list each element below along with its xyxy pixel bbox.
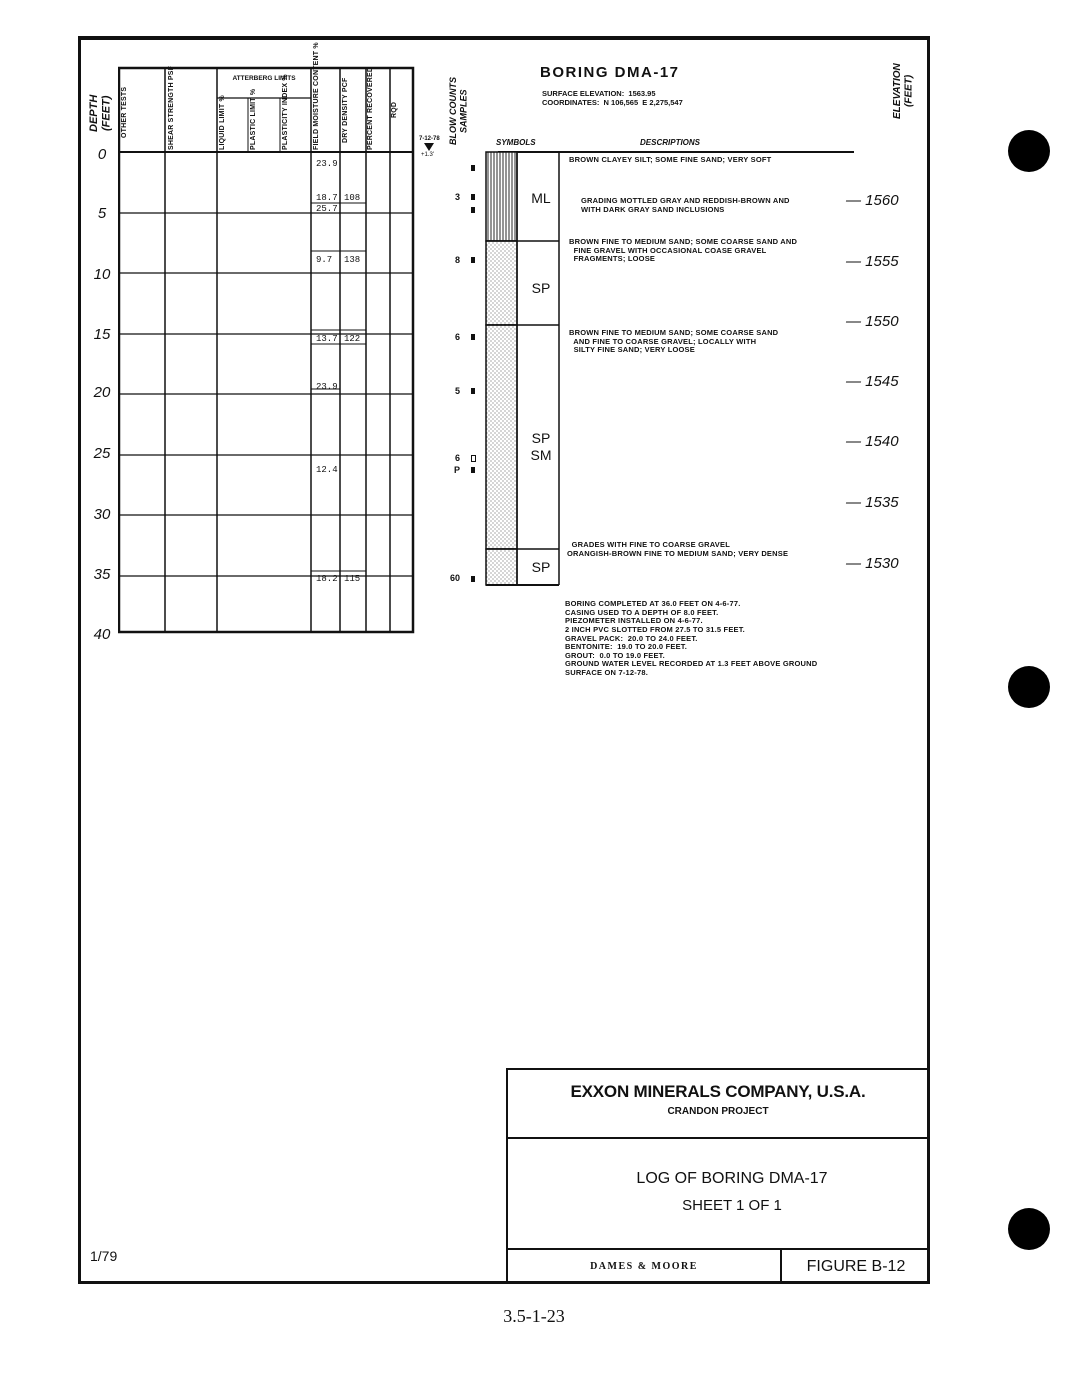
moisture-value: 18.7 [316,193,338,203]
elevation-tick-value: 1540 [865,433,899,450]
header-blow-counts-samples [448,70,478,152]
blow-count: 5 [454,386,460,396]
project-name: CRANDON PROJECT [667,1106,769,1117]
elevation-tick-value: 1535 [865,494,899,511]
coordinates: COORDINATES: N 106,565 E 2,275,547 [542,97,683,107]
elevation-tick: — 1545 [846,373,899,390]
moisture-value: 13.7 [316,334,338,344]
sample-mark [471,388,475,394]
header-liquid-limit: LIQUID LIMIT % [219,95,226,150]
moisture-value: 23.9 [316,382,338,392]
sheet-number: SHEET 1 OF 1 [682,1197,782,1214]
punch-hole-bottom [1008,1208,1050,1250]
elevation-tick-value: 1560 [865,192,899,209]
density-value: 108 [344,193,361,203]
stratum-description: GRADES WITH FINE TO COARSE GRAVEL ORANGISH-BROWN FINE TO MEDIUM SAND; VERY DENSE [567,540,789,558]
sample-mark [471,194,475,200]
depth-tick: 10 [93,266,111,283]
surface-elevation: SURFACE ELEVATION: 1563.95 [542,89,656,98]
page-number: 3.5-1-23 [503,1306,565,1326]
title-block-divider [506,1248,930,1250]
sample-mark [471,467,475,473]
company-name: EXXON MINERALS COMPANY, U.S.A. [570,1082,866,1101]
header-dry-density: DRY DENSITY PCF [342,77,349,143]
boring-title: BORING DMA-17 [540,64,680,81]
title-block-top [506,1068,930,1070]
water-level-icon [424,143,434,152]
stratum-symbol: SP [531,280,551,296]
blow-count: 6 [454,453,460,463]
header-shear-strength: SHEAR STRENGTH PSF [168,65,175,150]
density-value: 122 [344,334,361,344]
footer-date: 1/79 [90,1248,118,1264]
elevation-tick: — 1535 [846,494,899,511]
header-atterberg-limits: ATTERBERG LIMITS [232,75,296,82]
sample-mark [471,576,475,582]
elevation-axis-label: ELEVATION (FEET) [892,63,915,119]
stratum-symbol: ML [531,190,551,206]
header-plastic-limit: PLASTIC LIMIT % [250,88,257,150]
depth-axis-label: DEPTH (FEET) [88,94,113,132]
moisture-value: 23.9 [316,159,338,169]
header-rqd: RQD [391,101,398,119]
boring-info [542,90,683,107]
elevation-tick: — 1530 [846,555,899,572]
header-field-moisture: FIELD MOISTURE CONTENT % [313,42,320,150]
header-blow-counts: BLOW COUNTS [448,77,458,145]
elevation-tick-value: 1555 [865,253,899,270]
depth-tick: 35 [93,566,111,583]
title-block-divider [506,1137,930,1139]
elevation-tick-value: 1545 [865,373,899,390]
stratum-description: BROWN FINE TO MEDIUM SAND; SOME COARSE SAND AND FINE TO COARSE GRAVEL; LOCALLY WITH SILTY FINE SAND; VERY LOOSE [569,328,779,355]
moisture-value: 18.2 [316,574,338,584]
boring-notes: BORING COMPLETED AT 36.0 FEET ON 4-6-77. CASING USED TO A DEPTH OF 8.0 FEET. PIEZOMETER INSTALLED ON 4-6-77. 2 INCH PVC SLOTTED FROM 27.5 TO 31.5 FEET. GRAVEL PACK: 20.0 TO 24.0 FEET. BENTONITE: 19.0 TO 20.0 FEET. GROUT: 0.0 TO 19.0 FEET. GROUND WATER LEVEL RECORDED AT 1.3 FEET ABOVE GROUND SURFACE ON 7-12-78. [565,599,818,677]
blow-count: 3 [454,192,460,202]
moisture-value: 25.7 [316,204,338,214]
header-other-tests: OTHER TESTS [121,86,128,138]
moisture-value: 9.7 [316,255,333,265]
elevation-tick: — 1540 [846,433,899,450]
depth-tick: 15 [93,326,111,343]
header-descriptions: DESCRIPTIONS [640,138,701,147]
header-plasticity-index: PLASTICITY INDEX % [282,74,289,150]
firm-name: DAMES & MOORE [590,1261,698,1272]
stratum-description: BROWN FINE TO MEDIUM SAND; SOME COARSE SAND AND FINE GRAVEL WITH OCCASIONAL COASE GRAVEL FRAGMENTS; LOOSE [569,237,798,264]
depth-tick: 20 [93,384,111,401]
sample-mark [471,165,475,171]
header-percent-recovered: PERCENT RECOVERED [367,66,374,150]
stratum-symbol: SP SM [530,430,552,463]
figure-number: FIGURE B-12 [806,1258,906,1275]
moisture-value: 12.4 [316,465,338,475]
elevation-tick-value: 1550 [865,313,899,330]
sample-mark [471,334,475,340]
blow-count: 8 [454,255,460,265]
depth-tick: 30 [93,506,111,523]
density-value: 115 [344,574,361,584]
sample-p-label: P [454,465,461,475]
elevation-tick: — 1555 [846,253,899,270]
stratum-symbol: SP [531,559,551,575]
blow-count: 6 [454,332,460,342]
elevation-tick: — 1550 [846,313,899,330]
sample-mark [471,257,475,263]
depth-tick: 5 [97,205,107,222]
stratum-description: GRADING MOTTLED GRAY AND REDDISH-BROWN AND WITH DARK GRAY SAND INCLUSIONS [581,196,790,214]
log-title: LOG OF BORING DMA-17 [636,1170,828,1187]
header-symbols: SYMBOLS [496,138,536,147]
elevation-tick-value: 1530 [865,555,899,572]
density-value: 138 [344,255,361,265]
depth-tick: 25 [93,445,111,462]
water-level-height: +1.3' [421,152,434,158]
punch-hole-top [1008,130,1050,172]
sample-mark-open [471,455,476,462]
sample-mark [471,207,475,213]
punch-hole-middle [1008,666,1050,708]
depth-tick: 0 [97,146,107,163]
header-samples: SAMPLES [458,89,469,133]
blow-count: 60 [449,573,460,583]
depth-tick: 40 [93,626,111,643]
test-data-table [118,42,416,634]
water-level-date: 7-12-78 [419,136,440,142]
stratum-description: BROWN CLAYEY SILT; SOME FINE SAND; VERY SOFT [569,155,772,164]
elevation-tick: — 1560 [846,192,899,209]
